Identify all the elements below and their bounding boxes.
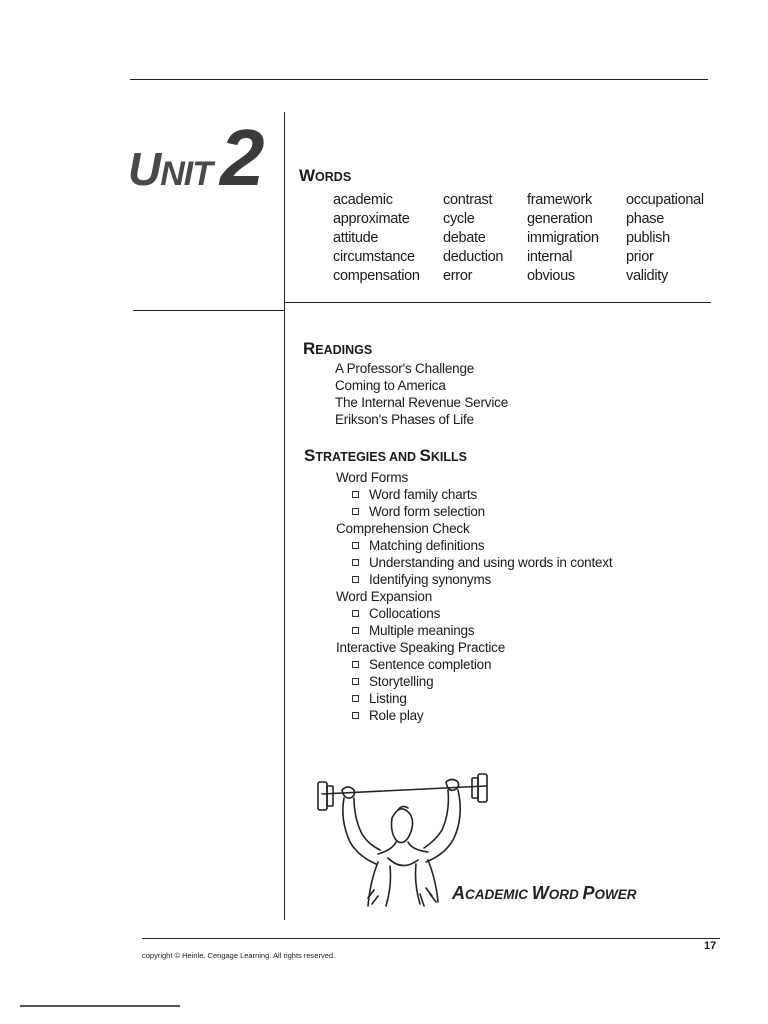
strategies-list <box>336 469 612 724</box>
word: publish <box>626 230 670 246</box>
unit-number: 2 <box>220 113 265 202</box>
word: error <box>443 268 473 284</box>
square-bullet-icon <box>352 508 359 515</box>
skill-item: Word form selection <box>336 503 612 520</box>
skill-group-title: Word Forms <box>336 470 409 485</box>
reading-item: Erikson's Phases of Life <box>335 412 474 427</box>
square-bullet-icon <box>352 678 359 685</box>
word: immigration <box>527 230 599 246</box>
word: phase <box>626 211 665 227</box>
skill-item: Sentence completion <box>336 656 612 673</box>
skill-group-title: Comprehension Check <box>336 521 470 536</box>
skill-item: Storytelling <box>336 673 612 690</box>
skill-group-title: Word Expansion <box>336 589 433 604</box>
copyright-notice: copyright © Heinle, Cengage Learning. All rights reserved. <box>142 951 336 960</box>
skill-group-title: Interactive Speaking Practice <box>336 640 506 655</box>
square-bullet-icon <box>352 491 359 498</box>
top-rule <box>130 79 708 80</box>
word: generation <box>527 211 593 227</box>
skill-item: Multiple meanings <box>336 622 612 639</box>
mid-rule-left <box>133 310 285 311</box>
word: attitude <box>333 230 379 246</box>
word: debate <box>443 230 486 246</box>
skill-item: Matching definitions <box>336 537 612 554</box>
word: approximate <box>333 211 410 227</box>
word: deduction <box>443 249 504 265</box>
skill-item: Understanding and using words in context <box>336 554 612 571</box>
readings-heading: READINGS <box>303 339 373 358</box>
square-bullet-icon <box>352 712 359 719</box>
word: contrast <box>443 192 493 208</box>
square-bullet-icon <box>352 576 359 583</box>
skill-item: Word family charts <box>336 486 612 503</box>
square-bullet-icon <box>352 542 359 549</box>
word: obvious <box>527 268 575 284</box>
academic-word-power-logo: ACADEMIC WORD POWER <box>452 883 637 903</box>
word: validity <box>626 268 668 284</box>
reading-item: A Professor's Challenge <box>335 361 475 376</box>
bottom-scan-line <box>20 1005 180 1007</box>
word: cycle <box>443 211 475 227</box>
square-bullet-icon <box>352 610 359 617</box>
word: circumstance <box>333 249 415 265</box>
mid-rule-right <box>285 302 711 303</box>
strategies-heading: STRATEGIES AND SKILLS <box>304 446 467 465</box>
words-heading: WORDS <box>299 166 352 185</box>
vertical-divider <box>284 112 285 920</box>
word: framework <box>527 192 592 208</box>
reading-item: The Internal Revenue Service <box>335 395 508 410</box>
word: academic <box>333 192 393 208</box>
square-bullet-icon <box>352 695 359 702</box>
word-list <box>333 192 736 287</box>
skill-item: Identifying synonyms <box>336 571 612 588</box>
word: prior <box>626 249 654 265</box>
page-number: 17 <box>704 940 717 952</box>
word: internal <box>527 249 573 265</box>
skill-item: Collocations <box>336 605 612 622</box>
square-bullet-icon <box>352 627 359 634</box>
square-bullet-icon <box>352 559 359 566</box>
skill-item: Listing <box>336 690 612 707</box>
footer-rule <box>142 938 720 939</box>
readings-list <box>335 360 508 428</box>
unit-title: UNIT 2 <box>128 113 265 202</box>
word: occupational <box>626 192 704 208</box>
reading-item: Coming to America <box>335 378 446 393</box>
word: compensation <box>333 268 420 284</box>
square-bullet-icon <box>352 661 359 668</box>
skill-item: Role play <box>336 707 612 724</box>
